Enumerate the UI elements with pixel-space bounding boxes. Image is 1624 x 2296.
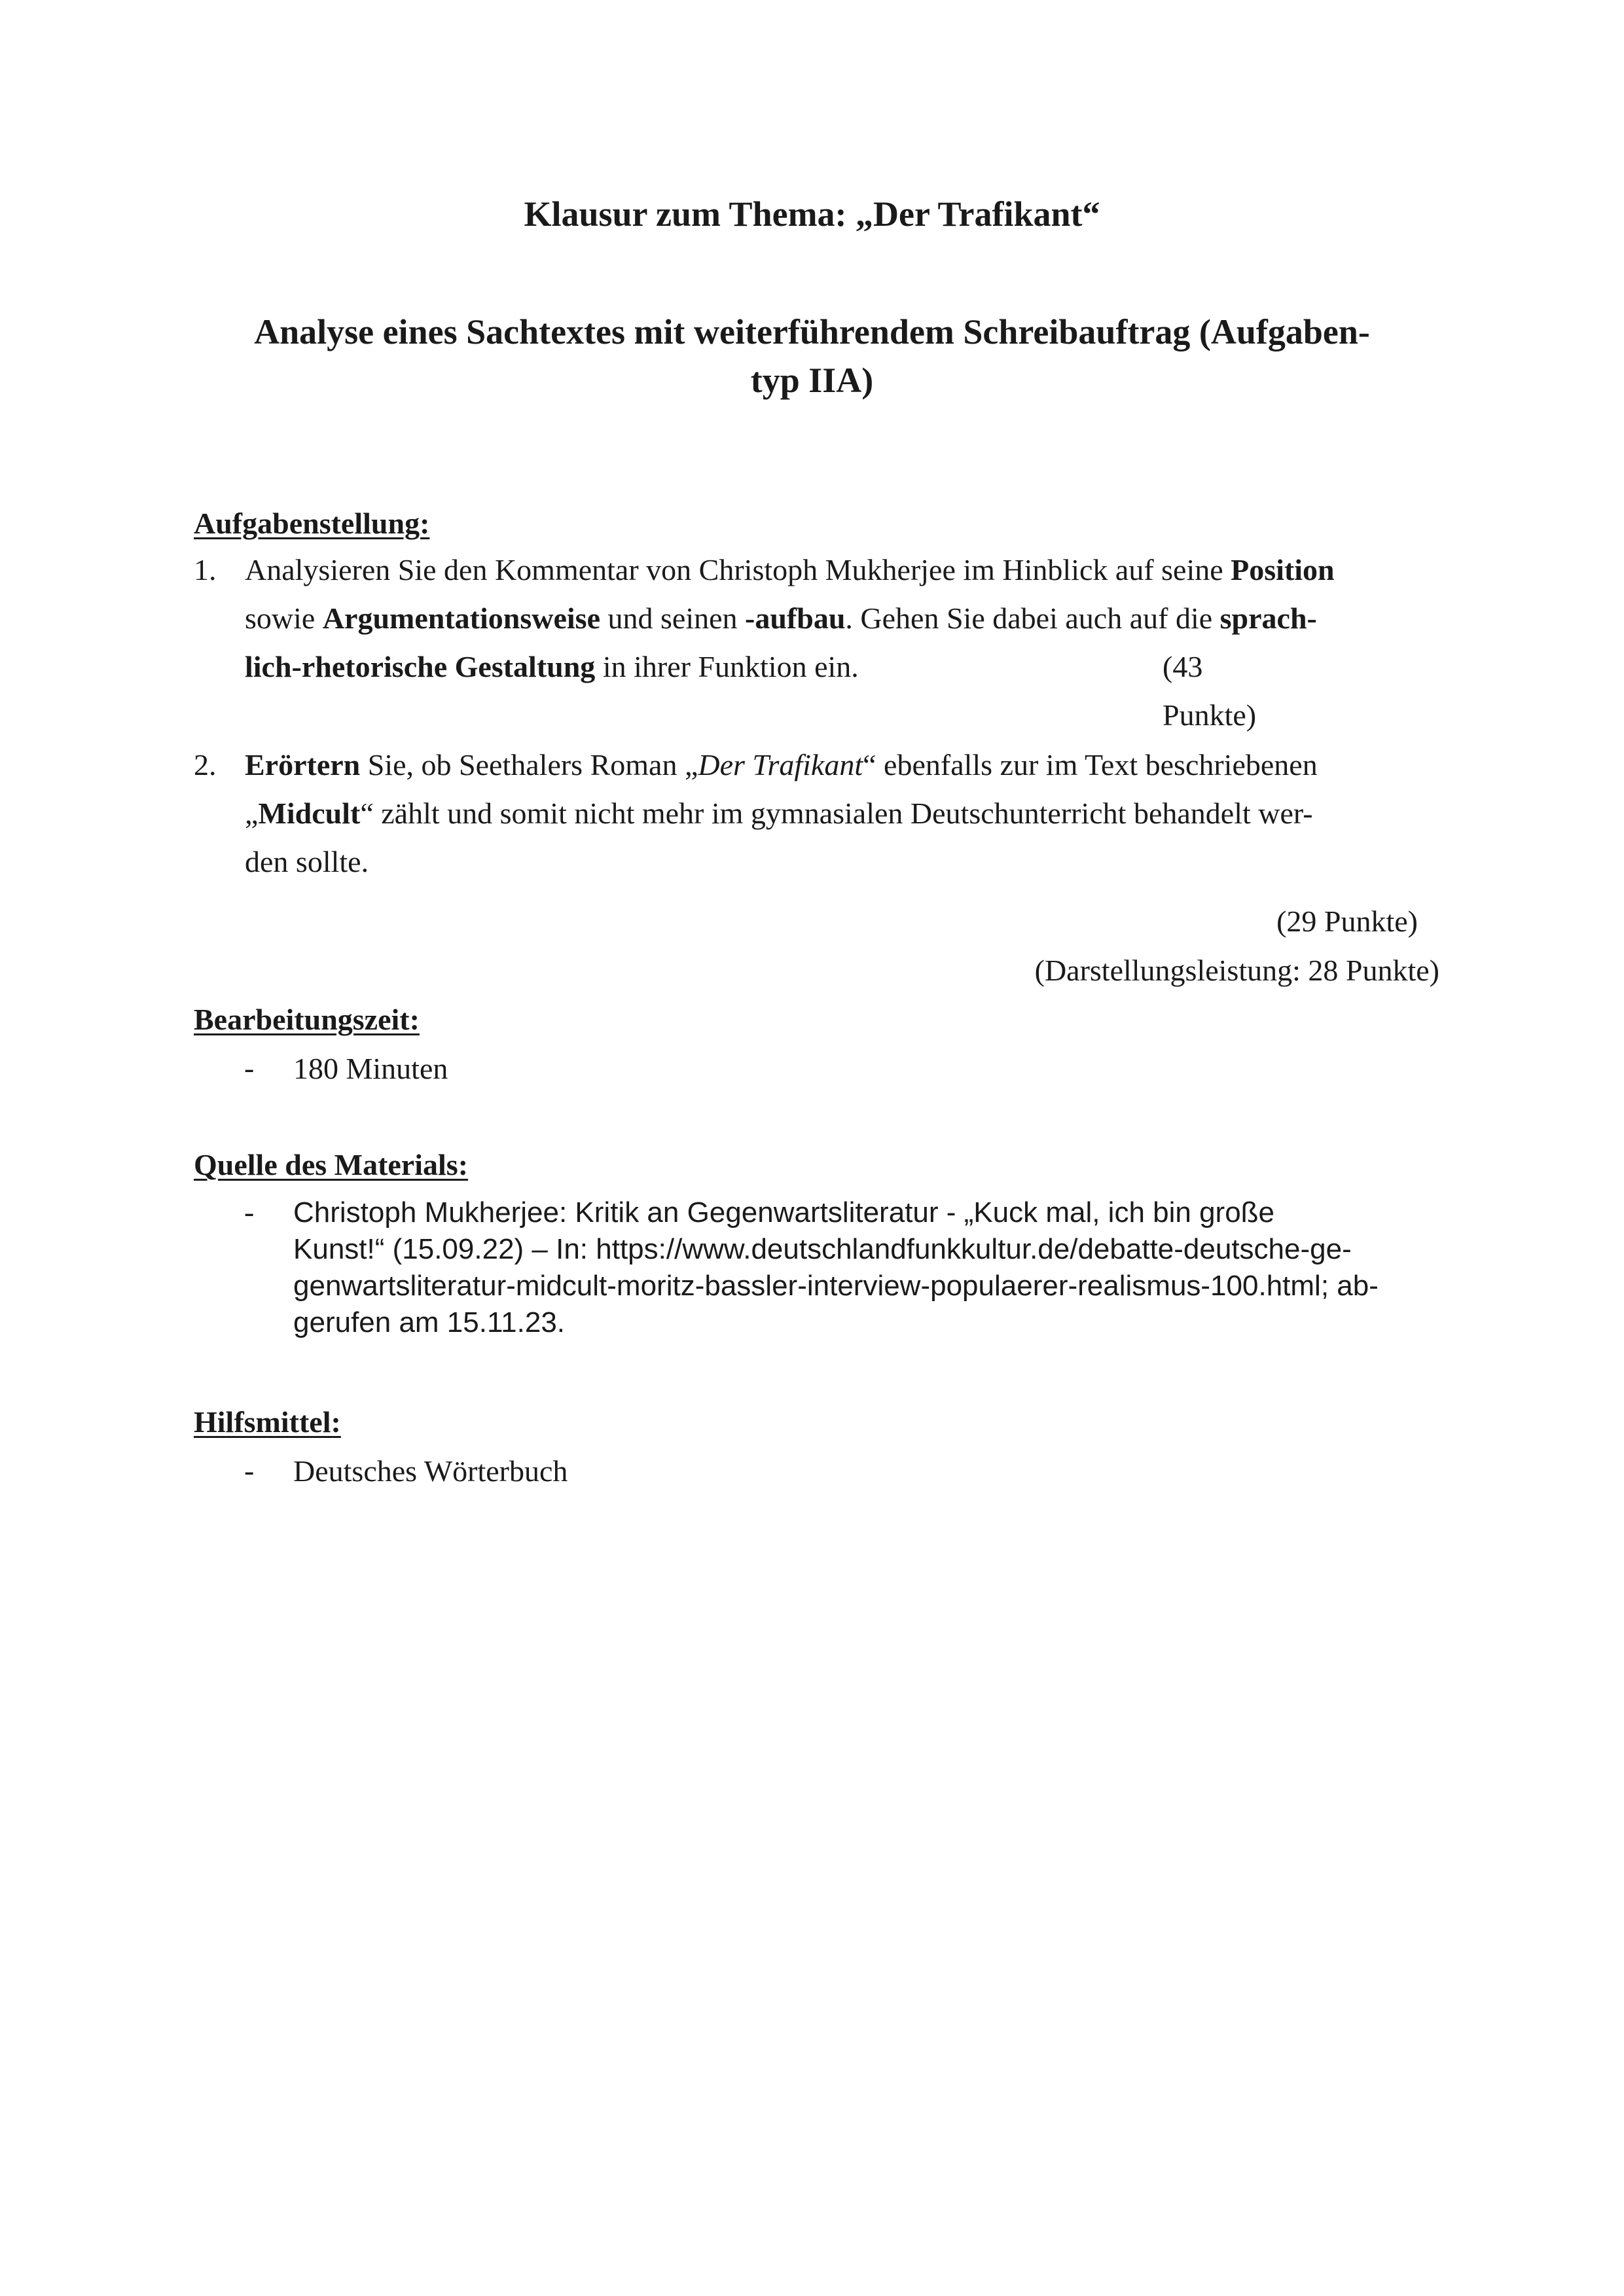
task-line <box>245 546 1502 594</box>
source-line: Kunst!“ (15.09.22) – In: https://www.deutschlandfunkkultur.de/debatte-deutsche-ge- <box>293 1233 1352 1265</box>
source-line: genwartsliteratur-midcult-moritz-bassler-interview-populaerer-realismus-100.html; ab- <box>293 1270 1379 1302</box>
task-text-segment: “ zählt und somit nicht mehr im gymnasialen Deutschunterricht behandelt wer- <box>360 797 1313 830</box>
emphasis-text: sprach- <box>1219 601 1317 635</box>
task-points: (29 Punkte) <box>1276 905 1418 938</box>
source-line: Christoph Mukherjee: Kritik an Gegenwartsliteratur - „Kuck mal, ich bin große <box>293 1196 1275 1229</box>
bullet-dash: - <box>244 1051 255 1085</box>
presentation-points: (Darstellungsleistung: 28 Punkte) <box>1034 954 1439 987</box>
emphasis-text: -aufbau <box>745 601 846 635</box>
task-number: 2. <box>194 748 217 781</box>
task-text-segment: „ <box>245 797 259 830</box>
source-heading: Quelle des Materials: <box>194 1148 469 1181</box>
task-line <box>245 838 1502 886</box>
task-text <box>245 546 1502 691</box>
aid-value: Deutsches Wörterbuch <box>293 1454 568 1488</box>
task-points: (43 Punkte) <box>1163 650 1257 732</box>
task-text-segment: und seinen <box>600 601 746 635</box>
bullet-dash: - <box>244 1195 255 1229</box>
task-text-segment: “ ebenfalls zur im Text beschriebenen <box>863 748 1318 781</box>
task-line <box>245 643 1502 691</box>
task-text-segment: in ihrer Funktion ein. <box>595 650 859 683</box>
aids-heading: Hilfsmittel: <box>194 1405 341 1439</box>
document-subtitle <box>0 308 1624 404</box>
task-text-segment: Analysieren Sie den Kommentar von Christoph Mukherjee im Hinblick auf seine <box>245 553 1231 586</box>
bullet-dash: - <box>244 1454 255 1487</box>
task-line <box>245 789 1502 838</box>
emphasis-text: Midcult <box>258 797 361 830</box>
subtitle-line-1: Analyse eines Sachtextes mit weiterführendem Schreibauftrag (Aufgaben- <box>254 312 1370 351</box>
document-title: Klausur zum Thema: „Der Trafikant“ <box>524 194 1100 234</box>
emphasis-text: Position <box>1231 553 1335 586</box>
time-heading: Bearbeitungszeit: <box>194 1003 420 1036</box>
tasks-heading: Aufgabenstellung: <box>194 507 430 540</box>
task-line <box>245 594 1502 643</box>
task-text-segment: . Gehen Sie dabei auch auf die <box>845 601 1220 635</box>
source-line: gerufen am 15.11.23. <box>293 1306 566 1338</box>
subtitle-line-2: typ IIA) <box>750 361 874 400</box>
emphasis-text: lich-rhetorische Gestaltung <box>245 650 596 683</box>
task-text-segment: sowie <box>245 601 323 635</box>
task-number: 1. <box>194 553 217 586</box>
task-text-segment: den sollte. <box>245 845 369 878</box>
italic-title: Der Trafikant <box>698 748 863 781</box>
task-text-segment: Sie, ob Seethalers Roman „ <box>360 748 698 781</box>
emphasis-text: Erörtern <box>245 748 361 781</box>
task-line <box>245 741 1502 789</box>
task-text <box>245 741 1502 886</box>
emphasis-text: Argumentationsweise <box>322 601 601 635</box>
source-citation <box>293 1194 1379 1341</box>
time-value: 180 Minuten <box>293 1052 448 1085</box>
